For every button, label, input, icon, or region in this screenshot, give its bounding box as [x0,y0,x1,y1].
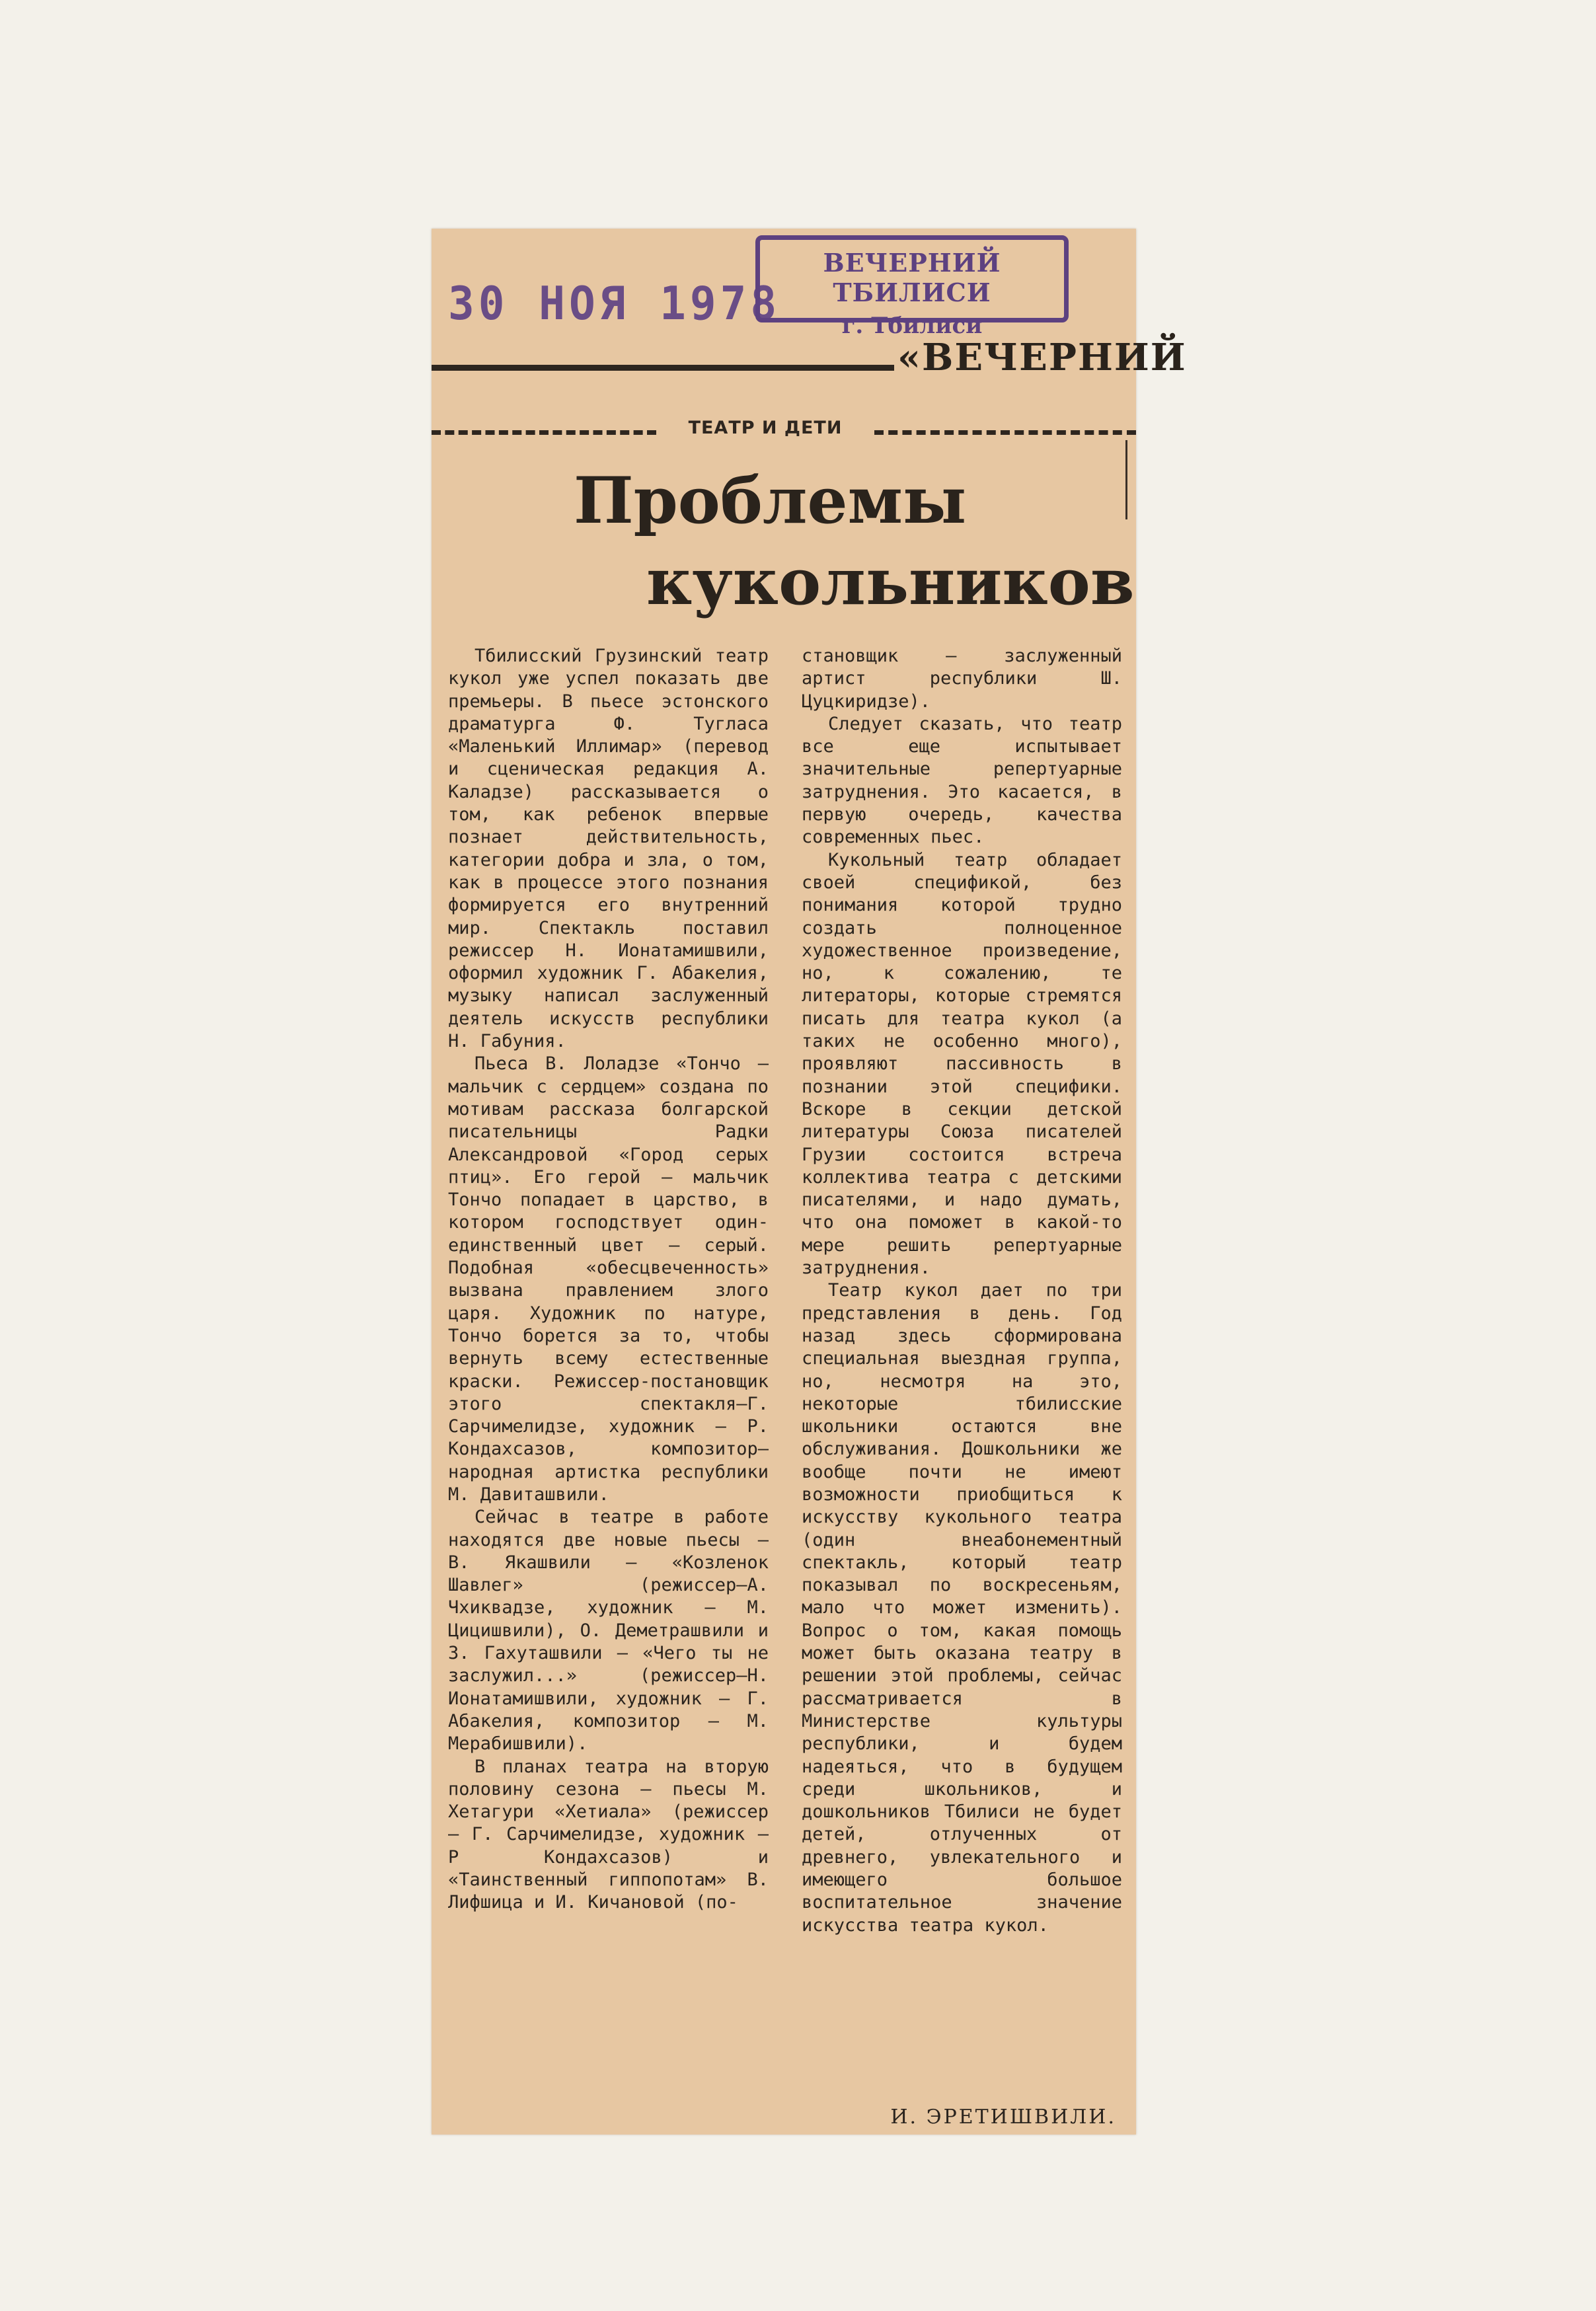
paragraph: становщик — заслуженный артист республики Ш. Цуцкиридзе). [802,646,1122,712]
right-column [802,645,1122,1937]
headline-line-2: кукольников [646,545,1135,619]
left-column [448,645,769,1914]
paragraph: Театр кукол дает по три представления в день. Год назад здесь сформирована специальная выездная группа, но, несмотря на это, некоторые тбилисские школьники остаются вне обслуживания. Дошкольники же вообще почти не имеют возможности приобщиться к искусству кукольного театра (один внеабонементный спектакль, который театр показывал по воскресеньям, мало что может изменить). Вопрос о том, какая помощь может быть оказана театру в решении этой проблемы, сейчас рассматривается в Министерстве культуры республики, и будем надеяться, что в будущем среди школьников, и дошкольников Тбилиси не будет детей, отлученных от древнего, увлекательного и имеющего большое воспитательное значение искусства театра кукол. [802,1280,1122,1936]
column-divider [1125,440,1127,519]
paragraph: В планах театра на вторую половину сезона — пьесы М. Хетагури «Хетиала» (режиссер — Г. Сарчимелидзе, художник — Р Кондахсазов) и «Таинственный гиппопотам» В. Лифшица и И. Кичановой (по- [448,1756,769,1913]
rubric-rule-left [432,430,656,435]
headline-line-1: Проблемы [574,463,967,538]
article-body [448,645,1122,2125]
paragraph: Сейчас в театре в работе находятся две новые пьесы — В. Якашвили — «Козленок Шавлег» (режиссер—А. Чхиквадзе, художник — М. Цицишвили), О. Деметрашвили и З. Гахуташвили — «Чего ты не заслужил...» (режиссер—Н. Ионатамишвили, художник — Г. Абакелия, композитор — М. Мерабишвили). [448,1507,769,1755]
library-stamp [755,235,1069,339]
paragraph: Следует сказать, что театр все еще испытывает значительные репертуарные затруднения. Это касается, в первую очередь, качества современных пьес. [802,713,1122,848]
newspaper-clipping [432,229,1187,2135]
stamp-line-1: ВЕЧЕРНИЙ ТБИЛИСИ [823,248,1001,307]
newspaper-masthead: «ВЕЧЕРНИЙ [897,336,1187,379]
section-rubric: ТЕАТР И ДЕТИ [688,418,843,438]
author-signature: И. ЭРЕТИШВИЛИ. [890,2105,1116,2129]
stamp-line-2: г. Тбилиси [841,313,983,339]
paragraph: Пьеса В. Лоладзе «Тончо — мальчик с сердцем» создана по мотивам рассказа болгарской писательницы Радки Александровой «Город серых птиц». Его герой — мальчик Тончо попадает в царство, в котором господствует один-единственный цвет — серый. Подобная «обесцвеченность» вызвана правлением злого царя. Художник по натуре, Тончо борется за то, чтобы вернуть всему естественные краски. Режиссер-постановщик этого спектакля—Г. Сарчимелидзе, художник — Р. Кондахсазов, композитор—народная артистка республики М. Давиташвили. [448,1053,769,1505]
date-stamp: 30 НОЯ 1978 [448,277,781,330]
paragraph: Кукольный театр обладает своей спецификой, без понимания которой трудно создать полноценное художественное произведение, но, к сожалению, те литераторы, которые стремятся писать для театра кукол (а таких не особенно много), проявляют пассивность в познании этой специфики. Вскоре в секции детской литературы Союза писателей Грузии состоится встреча коллектива театра с детскими писателями, и надо думать, что она поможет в какой-то мере решить репертуарные затруднения. [802,849,1122,1279]
paragraph: Тбилисский Грузинский театр кукол уже успел показать две премьеры. В пьесе эстонского драматурга Ф. Тугласа «Маленький Иллимар» (перевод и сценическая редакция А. Каладзе) рассказывается о том, как ребенок впервые познает действительность, категории добра и зла, о том, как в процессе этого познания формируется его внутренний мир. Спектакль поставил режиссер Н. Ионатамишвили, оформил художник Г. Абакелия, музыку написал заслуженный деятель искусств республики Н. Габуния. [448,646,769,1052]
rubric-rule-right [874,430,1136,435]
masthead-rule [432,365,894,371]
